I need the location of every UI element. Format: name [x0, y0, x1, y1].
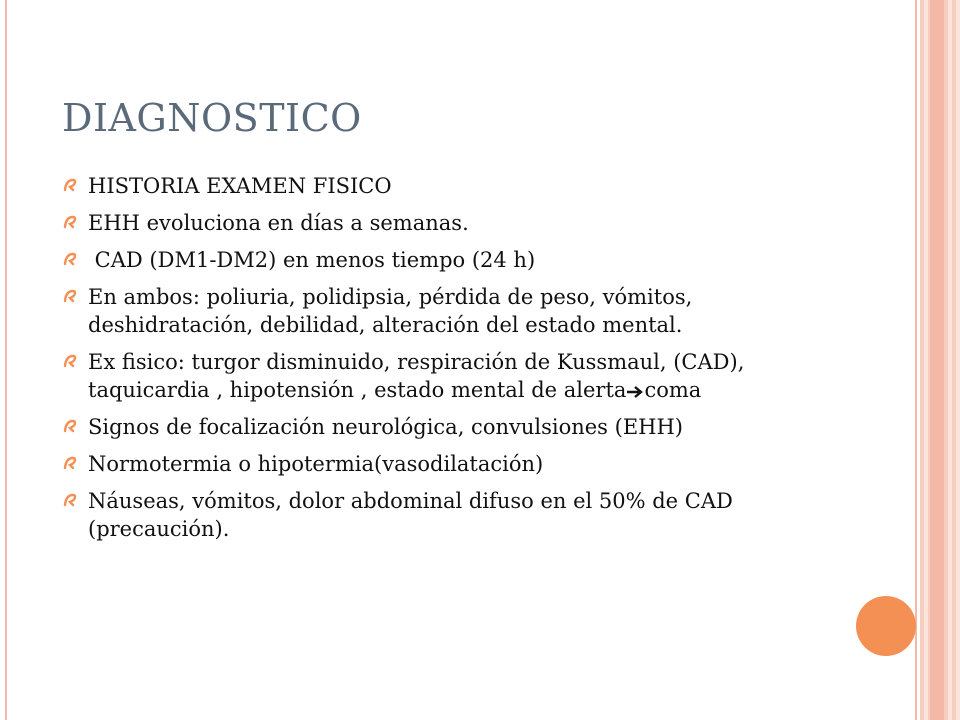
bullet-text: Normotermia o hipotermia(vasodilatación)	[88, 452, 544, 476]
bullet-item	[62, 487, 822, 543]
bullet-text: En ambos: poliuria, polidipsia, pérdida de peso, vómitos, deshidratación, debilidad, alteración del estado mental.	[88, 285, 693, 337]
decorative-stripes	[920, 0, 960, 720]
bullet-icon	[62, 250, 78, 268]
bullet-text: Signos de focalización neurológica, convulsiones (EHH)	[88, 415, 683, 439]
bullet-text: Náuseas, vómitos, dolor abdominal difuso en el 50% de CAD (precaución).	[88, 489, 733, 541]
bullet-text: EHH evoluciona en días a semanas.	[88, 211, 469, 235]
bullet-item	[62, 283, 822, 339]
bullet-text: CAD (DM1-DM2) en menos tiempo (24 h)	[88, 248, 536, 272]
bullet-text: HISTORIA EXAMEN FISICO	[88, 174, 392, 198]
bullet-icon	[62, 491, 78, 509]
bullet-item	[62, 450, 822, 478]
bullet-item	[62, 246, 822, 274]
bullet-text: Ex fisico: turgor disminuido, respiración de Kussmaul, (CAD), taquicardia , hipotensión , estado mental de alerta	[88, 350, 745, 402]
bullet-icon	[62, 213, 78, 231]
bullet-icon	[62, 176, 78, 194]
bullet-icon	[62, 454, 78, 472]
bullet-item	[62, 209, 822, 237]
bullet-text: coma	[644, 378, 702, 402]
bullet-item	[62, 348, 822, 404]
bullet-item	[62, 413, 822, 441]
bullet-icon	[62, 417, 78, 435]
bullet-list	[62, 172, 822, 552]
bullet-item	[62, 172, 822, 200]
bullet-icon	[62, 352, 78, 370]
accent-circle	[856, 596, 916, 656]
slide-title: DIAGNOSTICO	[62, 96, 362, 140]
right-arrow-icon	[626, 385, 644, 399]
bullet-icon	[62, 287, 78, 305]
